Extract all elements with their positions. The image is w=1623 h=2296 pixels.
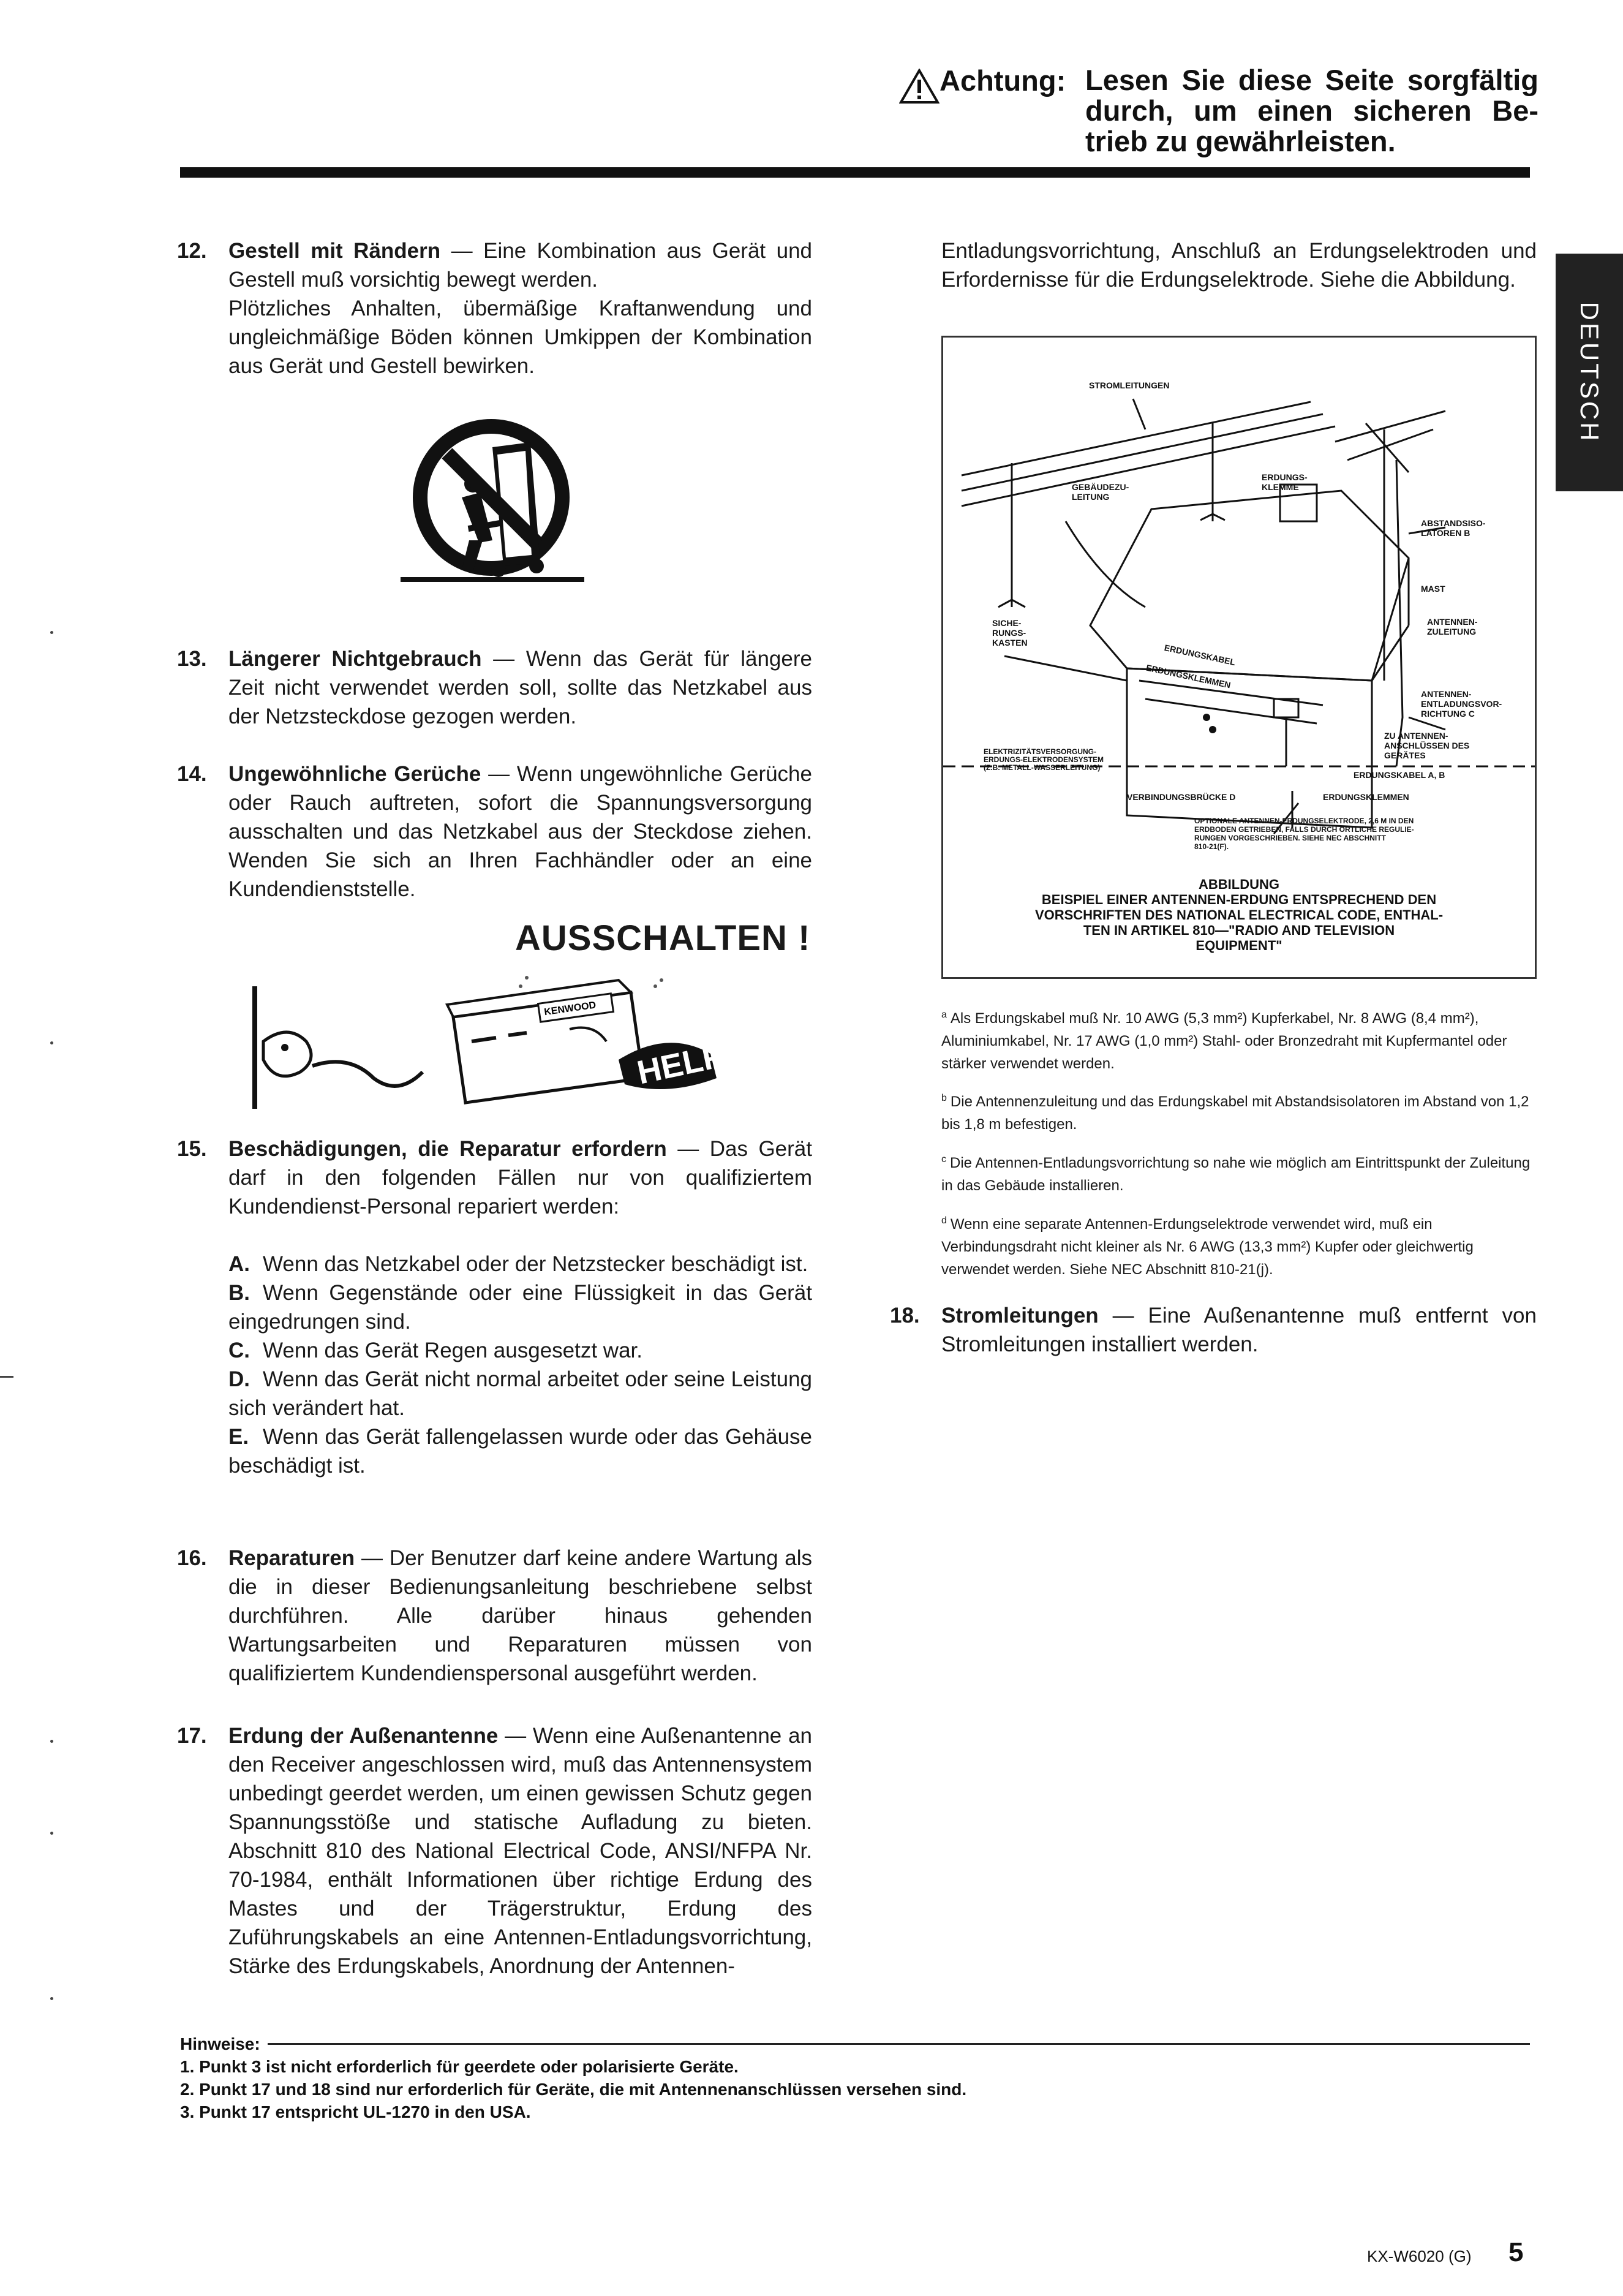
item-number: 13. bbox=[177, 647, 207, 671]
figure-caption: ABBILDUNG BEISPIEL EINER ANTENNEN-ERDUNG ENTSPRECHEND DEN VORSCHRIFTEN DES NATIONAL ELECTRICAL CODE, ENTHAL- TEN IN ARTIKEL 810—"RADIO AND TELEVISION EQUIPMENT" bbox=[1034, 877, 1444, 953]
label-erdungsklemmen-roof: ERDUNGSKLEMMEN bbox=[1145, 662, 1232, 690]
sublist-letter: B. bbox=[228, 1281, 250, 1305]
label-verbindungsbruecke: VERBINDUNGSBRÜCKE D bbox=[1127, 792, 1236, 802]
label-antennenzuleitung: ANTENNEN- ZULEITUNG bbox=[1427, 617, 1478, 636]
scan-mark bbox=[50, 1740, 53, 1743]
sublist-item bbox=[228, 1278, 812, 1336]
item-13 bbox=[177, 644, 812, 731]
item-number: 12. bbox=[177, 239, 207, 263]
item-text: Entladungsvorrichtung, Anschluß an Erdungselektroden und Erfordernisse für die Erdungselektrode. Siehe die Abbildung. bbox=[941, 239, 1537, 292]
sublist-item bbox=[228, 1336, 812, 1365]
help-cartoon-illustration bbox=[251, 974, 778, 1115]
label-antennenanschluesse: ZU ANTENNEN- ANSCHLÜSSEN DES GERÄTES bbox=[1384, 731, 1470, 760]
item-text: — Der Benutzer darf keine andere Wartung als die in dieser Bedienungsanleitung beschriebene selbst durchführen. Alle darüber hinaus gehenden Wartungsarbeiten und Reparaturen müssen von qualifiziertem Kundendienspersonal ausgeführt werden. bbox=[228, 1546, 812, 1685]
label-stromleitungen: STROMLEITUNGEN bbox=[1089, 380, 1170, 390]
footnote-a bbox=[941, 1003, 1537, 1075]
kenwood-label: KENWOOD bbox=[543, 1000, 597, 1018]
sublist-text: Wenn das Gerät nicht normal arbeitet oder seine Leistung sich verändert hat. bbox=[228, 1367, 812, 1420]
item-text: Plötzliches Anhalten, übermäßige Kraftanwendung und ungleichmäßige Böden können Umkippen der Kombination aus Gerät und Gestell bewirken. bbox=[228, 296, 812, 378]
label-optionale-elektrode: OPTIONALE ANTENNEN-ERDUNGSELEKTRODE, 2,6 M IN DEN ERDBODEN GETRIEBEN, FALLS DURCH ÖRTLICHE REGULIE- RUNGEN VORGESCHRIEBEN. SIEHE NEC ABSCHNITT 810-21(F). bbox=[1194, 817, 1414, 851]
header-title-line: trieb zu gewährleisten. bbox=[1085, 125, 1396, 157]
hinweise-note: 3. Punkt 17 entspricht UL-1270 in den USA. bbox=[180, 2102, 531, 2121]
label-erdungskabel-roof: ERDUNGSKABEL bbox=[1163, 642, 1237, 668]
label-erdungskabel-right: ERDUNGSKABEL A, B bbox=[1354, 770, 1445, 780]
item-text: — Das Gerät darf in den folgenden Fällen nur von qualifiziertem Kundendienst-Personal repariert werden: bbox=[228, 1137, 812, 1218]
warning-triangle-icon bbox=[899, 69, 940, 104]
header-achtung: Achtung: bbox=[940, 64, 1066, 97]
sublist-letter: E. bbox=[228, 1425, 249, 1449]
header-rule bbox=[180, 167, 1530, 178]
footer-model-code: KX-W6020 (G) bbox=[1367, 2247, 1472, 2265]
item-text: — Wenn das Gerät für längere Zeit nicht verwendet werden soll, sollte das Netzkabel aus der Netzsteckdose gezogen werden. bbox=[228, 647, 812, 728]
item-heading: Ungewöhnliche Gerüche bbox=[228, 762, 481, 786]
header-title-line: durch, um einen sicheren Be- bbox=[1085, 94, 1538, 127]
item-text: — Wenn ungewöhnliche Gerüche oder Rauch auftreten, sofort die Spannungsversorgung ausschalten und das Netzkabel aus der Steckdose ziehen. Wenden Sie sich an Ihren Fachhändler oder an eine Kundendienststelle. bbox=[228, 762, 812, 901]
item-15-sublist bbox=[228, 1250, 812, 1480]
label-mast: MAST bbox=[1421, 584, 1445, 594]
label-sicherungskasten: SICHE- RUNGS- KASTEN bbox=[992, 618, 1028, 648]
scan-mark bbox=[50, 1832, 53, 1835]
sublist-letter: C. bbox=[228, 1339, 250, 1362]
scan-mark bbox=[0, 1376, 13, 1378]
language-tab bbox=[1556, 254, 1623, 491]
item-16 bbox=[177, 1544, 812, 1688]
label-abstandsisolatoren: ABSTANDSISO- LATOREN B bbox=[1421, 518, 1486, 538]
item-text: — Eine Außenantenne muß entfernt von Stromleitungen installiert werden. bbox=[941, 1304, 1537, 1356]
label-elektrizitaetsversorgung: ELEKTRIZITÄTSVERSORGUNG- ERDUNGS-ELEKTRODENSYSTEM (Z.B. METALL-WASSERLEITUNG) bbox=[984, 747, 1104, 772]
hinweise-title: Hinweise: bbox=[180, 2034, 260, 2053]
footnote-text: Die Antennen-Entladungsvorrichtung so nahe wie möglich am Eintrittspunkt der Zuleitung in das Gebäude installieren. bbox=[941, 1155, 1531, 1194]
sublist-item bbox=[228, 1250, 812, 1278]
item-number: 15. bbox=[177, 1137, 207, 1161]
footnote-text: Die Antennenzuleitung und das Erdungskabel mit Abstandsisolatoren im Abstand von 1,2 bis 1,8 m befestigen. bbox=[941, 1093, 1529, 1133]
footnote-mark: d bbox=[941, 1215, 947, 1226]
item-15 bbox=[177, 1135, 812, 1480]
footnote-text: Als Erdungskabel muß Nr. 10 AWG (5,3 mm²) Kupferkabel, Nr. 8 AWG (8,4 mm²), Aluminiumkabel, Nr. 17 AWG (1,0 mm²) Stahl- oder Bronzedraht mit Kupfermantel oder stärker verwendet werden. bbox=[941, 1010, 1507, 1072]
item-heading: Reparaturen bbox=[228, 1546, 355, 1570]
sublist-letter: D. bbox=[228, 1367, 250, 1391]
item-heading: Längerer Nichtgebrauch bbox=[228, 647, 482, 671]
sublist-text: Wenn das Netzkabel oder der Netzstecker beschädigt ist. bbox=[263, 1252, 808, 1276]
item-14 bbox=[177, 760, 812, 904]
label-erdungsklemmen-bottom: ERDUNGSKLEMMEN bbox=[1323, 792, 1409, 802]
footnote-c bbox=[941, 1148, 1537, 1197]
sublist-text: Wenn Gegenstände oder eine Flüssigkeit in das Gerät eingedrungen sind. bbox=[228, 1281, 812, 1334]
scan-mark bbox=[50, 1997, 53, 2000]
hinweise-section bbox=[180, 2033, 1530, 2123]
sublist-letter: A. bbox=[228, 1252, 250, 1276]
item-17 bbox=[177, 1721, 812, 1981]
label-erdungsklemme: ERDUNGS- KLEMME bbox=[1262, 472, 1308, 492]
label-entladungsvorrichtung: ANTENNEN- ENTLADUNGSVOR- RICHTUNG C bbox=[1421, 689, 1502, 719]
item-text: — Eine Kombination aus Gerät und Gestell muß vorsichtig bewegt werden. bbox=[228, 239, 813, 292]
header-title-line: Lesen Sie diese Seite sorgfältig bbox=[1085, 64, 1538, 96]
item-heading: Gestell mit Rändern bbox=[228, 239, 441, 263]
item-12 bbox=[177, 236, 813, 380]
sublist-item bbox=[228, 1422, 812, 1480]
footnote-text: Wenn eine separate Antennen-Erdungselektrode verwendet wird, muß ein Verbindungsdraht nicht kleiner als Nr. 6 AWG (13,3 mm²) Kupfer oder gleichwertig verwendet werden. Siehe NEC Abschnitt 810-21(j). bbox=[941, 1216, 1474, 1278]
sublist-text: Wenn das Gerät fallengelassen wurde oder das Gehäuse beschädigt ist. bbox=[228, 1425, 812, 1478]
hinweise-note: 2. Punkt 17 und 18 sind nur erforderlich für Geräte, die mit Antennenanschlüssen versehen sind. bbox=[180, 2080, 967, 2099]
antenna-grounding-figure bbox=[941, 336, 1537, 979]
scan-mark bbox=[50, 631, 53, 634]
item-heading: Stromleitungen bbox=[941, 1304, 1099, 1327]
item-number: 16. bbox=[177, 1546, 207, 1570]
item-17-continued bbox=[941, 236, 1537, 294]
cart-tip-over-warning-icon bbox=[401, 412, 597, 608]
label-gebaeudezuleitung: GEBÄUDEZU- LEITUNG bbox=[1072, 482, 1129, 502]
help-label: HELP bbox=[634, 1037, 728, 1092]
hinweise-rule bbox=[268, 2043, 1530, 2045]
item-number: 17. bbox=[177, 1724, 207, 1748]
item-text: — Wenn eine Außenantenne an den Receiver angeschlossen wird, muß das Antennensystem unbedingt geerdet werden, um einen gewissen Schutz gegen Spannungsstöße und statische Aufladung zu bieten. Abschnitt 810 des National Electrical Code, ANSI/NFPA Nr. 70-1984, enthält Informationen über richtige Erdung des Mastes und der Trägerstruktur, Erdung des Zuführungskabels an eine Antennen-Entladungsvorrichtung, Stärke des Erdungskabels, Anordnung der Antennen- bbox=[228, 1724, 812, 1978]
sublist-item bbox=[228, 1365, 812, 1422]
sublist-text: Wenn das Gerät Regen ausgesetzt war. bbox=[263, 1339, 642, 1362]
footnote-mark: a bbox=[941, 1010, 947, 1020]
header-title bbox=[1085, 65, 1538, 157]
footnote-b bbox=[941, 1087, 1537, 1136]
ausschalten-heading: AUSSCHALTEN ! bbox=[515, 918, 811, 958]
hinweise-note: 1. Punkt 3 ist nicht erforderlich für geerdete oder polarisierte Geräte. bbox=[180, 2057, 739, 2076]
scan-mark bbox=[50, 1041, 53, 1044]
item-18 bbox=[890, 1301, 1537, 1359]
language-tab-label: DEUTSCH bbox=[1575, 301, 1604, 444]
footnote-d bbox=[941, 1209, 1537, 1281]
item-number: 18. bbox=[890, 1304, 920, 1327]
footnote-mark: b bbox=[941, 1093, 947, 1103]
item-heading: Beschädigungen, die Reparatur erfordern bbox=[228, 1137, 667, 1161]
item-heading: Erdung der Außenantenne bbox=[228, 1724, 499, 1748]
item-number: 14. bbox=[177, 762, 207, 786]
page-number: 5 bbox=[1508, 2237, 1524, 2267]
footnote-mark: c bbox=[941, 1154, 946, 1165]
